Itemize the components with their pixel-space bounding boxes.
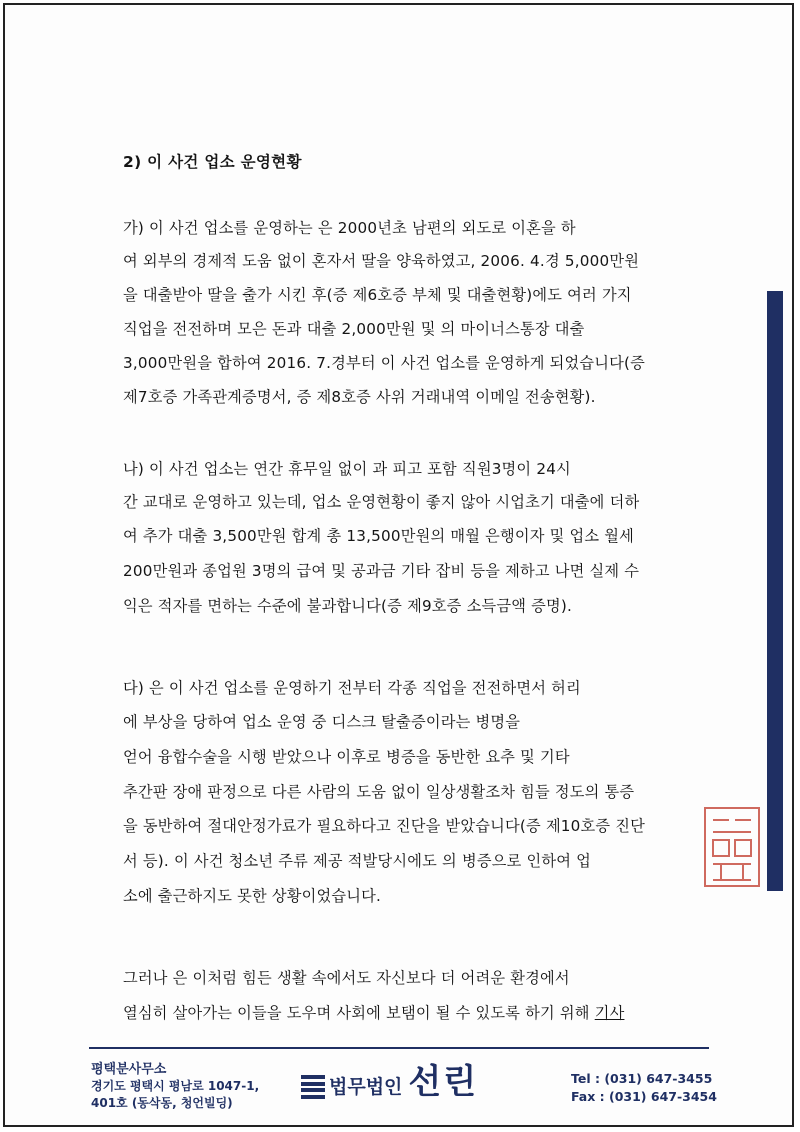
para-a-line-3: 을 대출받아 딸을 출가 시킨 후(증 제6호증 부체 및 대출현황)에도 여러 가지 [123,286,632,304]
para-c-line-4: 추간판 장애 판정으로 다른 사람의 도움 없이 일상생활조차 힘들 정도의 통증 [123,783,635,801]
para-b-line-1: 나) 이 사건 업소는 연간 휴무일 없이 과 피고 포함 직원3명이 24시 [123,460,571,478]
para-d-line-1: 그러나 은 이처럼 힘든 생활 속에서도 자신보다 더 어려운 환경에서 [123,969,570,987]
para-b-line-3: 여 추가 대출 3,500만원 합계 총 13,500만원의 매월 은행이자 및 업소 월세 [123,527,635,545]
firm-logo-icon [301,1075,325,1099]
office-address-1: 경기도 평택시 평남로 1047-1, [91,1079,260,1093]
para-c-line-6: 서 등). 이 사건 청소년 주류 제공 적발당시에도 의 병증으로 인하여 업 [123,852,591,870]
para-c-line-3: 얻어 융합수술을 시행 받았으나 이후로 병증을 동반한 요추 및 기타 [123,748,570,766]
para-b-line-5: 익은 적자를 면하는 수준에 불과합니다(증 제9호증 소득금액 증명). [123,597,572,615]
para-a-line-6: 제7호증 가족관계증명서, 증 제8호증 사위 거래내역 이메일 전송현황). [123,388,596,406]
para-a-line-1: 가) 이 사건 업소를 운영하는 은 2000년초 남편의 외도로 이혼을 하 [123,219,576,237]
document-page [3,3,794,1127]
firm-name-small: 법무법인 [329,1076,403,1098]
para-a-line-2: 여 외부의 경제적 도움 없이 혼자서 딸을 양육하였고, 2006. 4.경 5,000만원 [123,252,640,270]
firm-fax: Fax : (031) 647-3454 [571,1089,717,1104]
para-c-line-7: 소에 출근하지도 못한 상황이었습니다. [123,887,382,905]
para-d-line-2-text: 열심히 살아가는 이들을 도우며 사회에 보탬이 될 수 있도록 하기 위해 [123,1004,595,1022]
para-d-line-2 [123,1002,624,1023]
para-d-line-2-underlined: 기사 [594,1004,625,1022]
footer-rule [89,1047,709,1049]
office-name: 평택분사무소 [91,1062,167,1077]
para-a-line-5: 3,000만원을 합하여 2016. 7.경부터 이 사건 업소를 운영하게 되었습니다(증 [123,354,645,372]
para-c-line-5: 을 동반하여 절대안정가료가 필요하다고 진단을 받았습니다(증 제10호증 진단 [123,817,646,835]
para-c-line-1: 다) 은 이 사건 업소를 운영하기 전부터 각종 직업을 전전하면서 허리 [123,679,581,697]
firm-name-big: 선린 [408,1062,479,1102]
para-c-line-2: 에 부상을 당하여 업소 운영 중 디스크 탈출증이라는 병명을 [123,713,521,731]
para-a-line-4: 직업을 전전하며 모은 돈과 대출 2,000만원 및 의 마이너스통장 대출 [123,320,585,338]
section-heading: 2) 이 사건 업소 운영현황 [123,153,302,171]
office-address-2: 401호 (동삭동, 청언빌딩) [91,1096,233,1110]
para-b-line-4: 200만원과 종업원 3명의 급여 및 공과금 기타 잡비 등을 제하고 나면 실제 수 [123,562,640,580]
seal-stamp-icon [699,802,765,892]
side-accent-bar [767,291,783,891]
para-b-line-2: 간 교대로 운영하고 있는데, 업소 운영현황이 좋지 않아 시업초기 대출에 더하 [123,493,640,511]
firm-logo [301,1062,479,1102]
firm-tel: Tel : (031) 647-3455 [571,1071,713,1086]
